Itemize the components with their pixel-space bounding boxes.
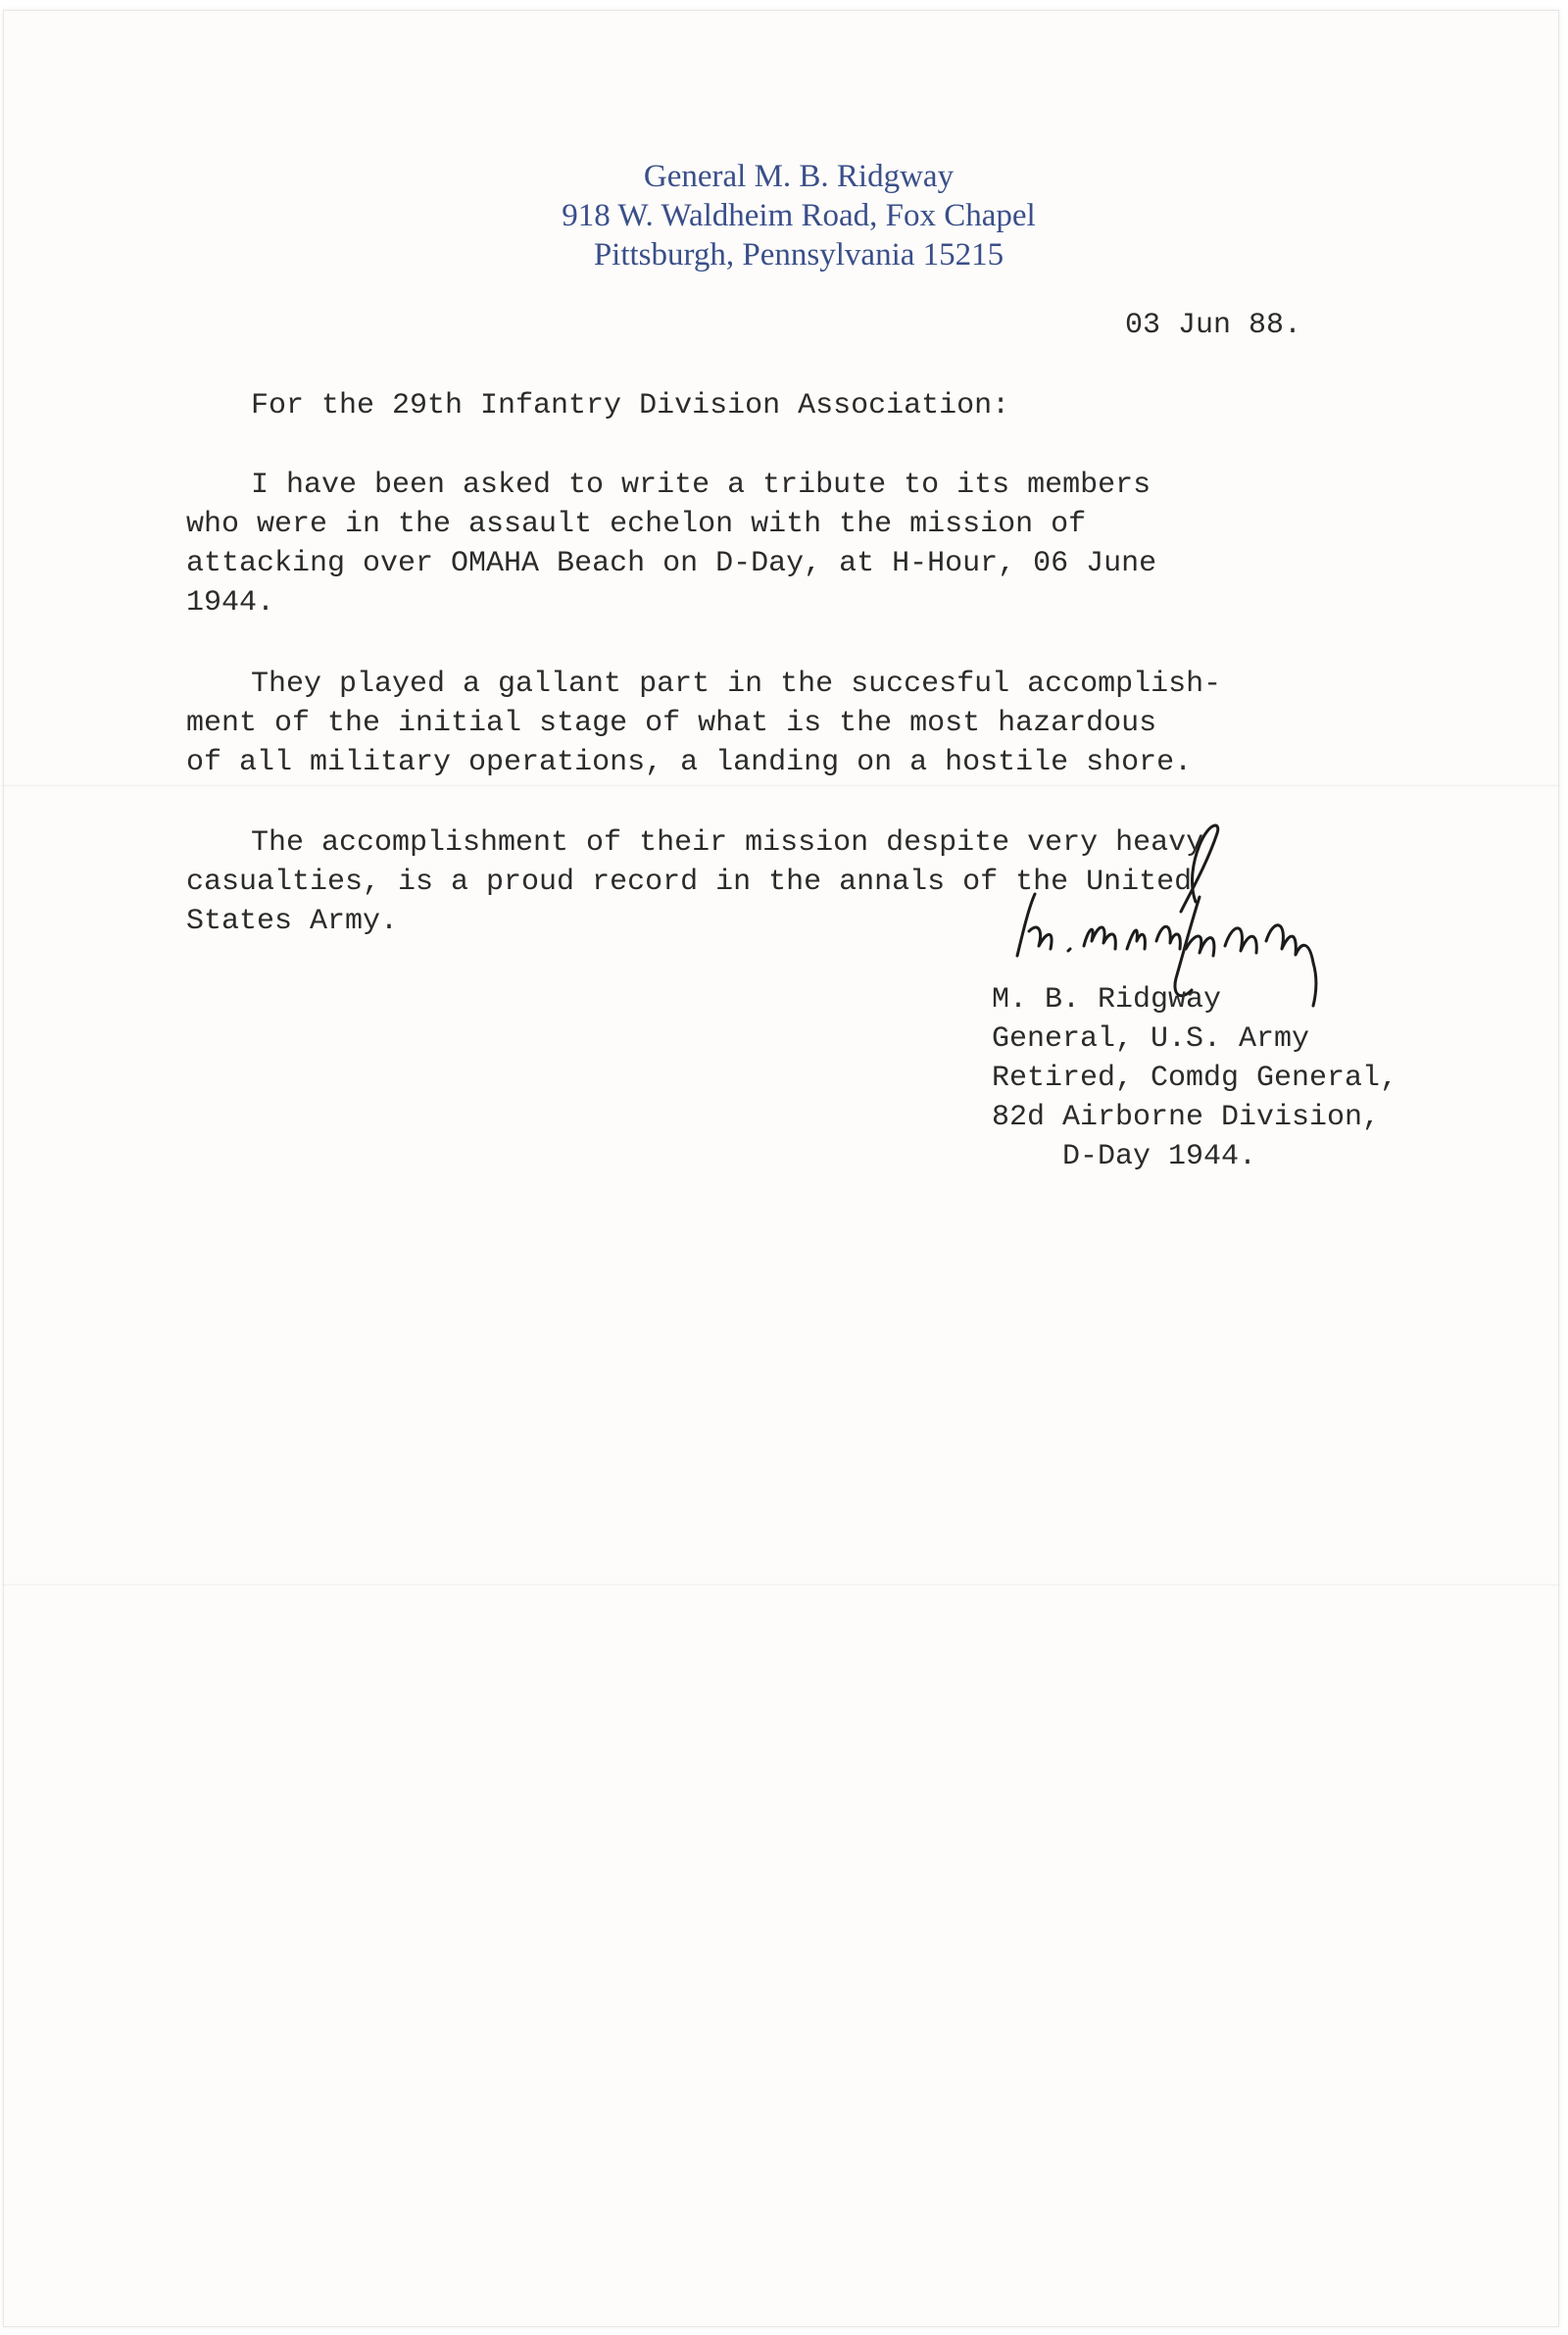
paragraph-line: They played a gallant part in the succesful accomplish- [251,668,1222,701]
paragraph-line: ment of the initial stage of what is the most hazardous [186,707,1157,740]
paragraph-2 [186,665,1221,782]
paper-fold-line [3,1583,1559,1586]
letterhead-street: 918 W. Waldheim Road, Fox Chapel [562,198,1036,233]
signature-name: M. B. Ridgway [992,983,1222,1017]
letterhead [0,157,1568,274]
signature-title: Retired, Comdg General, [992,1062,1398,1095]
signature-block [992,980,1397,1176]
signature-title: General, U.S. Army [992,1022,1310,1056]
signature-title: 82d Airborne Division, [992,1101,1381,1134]
paragraph-line: 1944. [186,586,275,620]
paragraph-line: who were in the assault echelon with the mission of [186,508,1087,541]
paragraph-line: I have been asked to write a tribute to its members [251,469,1152,502]
salutation: For the 29th Infantry Division Association: [251,389,1010,422]
paragraph-1 [186,466,1156,622]
letter-date: 03 Jun 88. [1125,309,1302,342]
paragraph-line: of all military operations, a landing on a hostile shore. [186,746,1193,779]
paragraph-line: casualties, is a proud record in the annals of the United [186,866,1193,899]
letterhead-city: Pittsburgh, Pennsylvania 15215 [593,237,1004,273]
signature-title: D-Day 1944. [992,1140,1257,1173]
letterhead-name: General M. B. Ridgway [643,159,955,194]
paragraph-line: attacking over OMAHA Beach on D-Day, at H-Hour, 06 June [186,547,1157,580]
paragraph-line: The accomplishment of their mission despite very heavy [251,826,1204,860]
paragraph-line: States Army. [186,905,399,938]
